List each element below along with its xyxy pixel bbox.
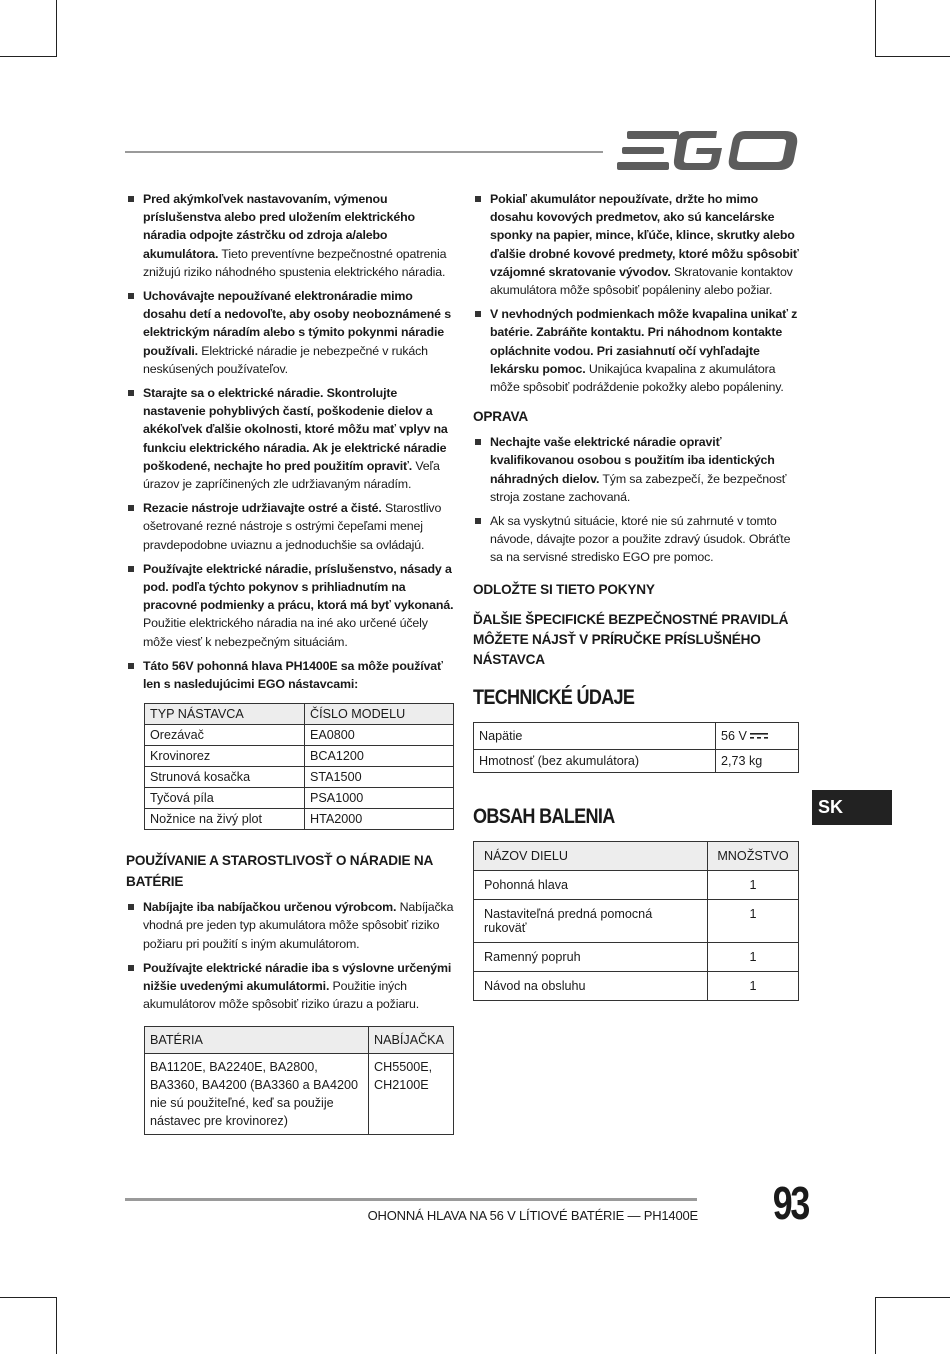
table-row	[145, 725, 454, 746]
safety-bullet: Pokiaľ akumulátor nepoužívate, držte ho mimo dosahu kovových predmetov, ako sú kancelárske sponky na papier, mince, kľúče, klince, skrutky alebo ďalšie drobné kovové predmety, ktoré môžu spôsobiť vzájomné skratovanie vývodov. Skratovanie kontaktov akumulátora môže spôsobiť popáleniny alebo požiar.	[473, 190, 801, 299]
table-cell: CH5500E, CH2100E	[369, 1053, 454, 1134]
safety-bullet: Rezacie nástroje udržiavajte ostré a čisté. Starostlivo ošetrované rezné nástroje s ostrými čepeľami menej pravdepodobne uviaznu a jednoduchšie sa ovládajú.	[126, 499, 454, 554]
safety-bullet: Používajte elektrické náradie iba s výslovne určenými nižšie uvedenými akumulátormi. Použitie iných akumulátorov môže spôsobiť riziko úrazu a požiaru.	[126, 959, 454, 1014]
safety-bullet: Pred akýmkoľvek nastavovaním, výmenou príslušenstva alebo pred uložením elektrického náradia odpojte zástrčku od zdroja a/alebo akumulátora. Tieto preventívne bezpečnostné opatrenia znižujú riziko náhodného spustenia elektrického náradia.	[126, 190, 454, 281]
crop-mark	[56, 0, 57, 57]
table-cell: 1	[708, 942, 799, 971]
table-header-cell: NABÍJAČKA	[369, 1026, 454, 1053]
header-rule	[125, 151, 603, 153]
tech-title: TECHNICKÉ ÚDAJE	[473, 685, 635, 709]
table-cell: 2,73 kg	[716, 749, 799, 772]
battery-table	[144, 1026, 454, 1135]
bullet-square-icon	[475, 311, 481, 317]
table-header-row	[145, 704, 454, 725]
bullet-square-icon	[128, 663, 134, 669]
bullet-square-icon	[128, 293, 134, 299]
keep-instructions: ODLOŽTE SI TIETO POKYNY	[473, 581, 655, 597]
table-row	[474, 971, 799, 1000]
table-cell: BCA1200	[305, 746, 454, 767]
table-cell: EA0800	[305, 725, 454, 746]
table-cell: HTA2000	[305, 809, 454, 830]
table-cell: Napätie	[474, 722, 716, 749]
page-number: 93	[772, 1177, 808, 1229]
table-row	[145, 746, 454, 767]
safety-bullet: Uchovávajte nepoužívané elektronáradie mimo dosahu detí a nedovoľte, aby osoby neoboznámené s elektrickým náradím alebo s týmito pokynmi náradie používali. Elektrické náradie je nebezpečné v rukách neskúsených používateľov.	[126, 287, 454, 378]
table-cell: 1	[708, 870, 799, 899]
table-header-cell: MNOŽSTVO	[708, 841, 799, 870]
bullet-square-icon	[128, 196, 134, 202]
bullet-square-icon	[475, 196, 481, 202]
table-header-cell: TYP NÁSTAVCA	[145, 704, 305, 725]
voltage-value: 56 V	[721, 728, 747, 743]
footer-rule	[125, 1198, 697, 1201]
crop-mark	[0, 56, 57, 57]
crop-mark	[0, 1297, 57, 1298]
bullet-square-icon	[128, 505, 134, 511]
ego-logo	[617, 128, 801, 174]
battery-section-title: POUŽÍVANIE A STAROSTLIVOSŤ O NÁRADIE NA BATÉRIE	[126, 853, 433, 890]
dc-symbol-icon	[750, 732, 768, 740]
package-table	[473, 841, 799, 1001]
left-column	[126, 190, 454, 1135]
safety-bullet: Ak sa vyskytnú situácie, ktoré nie sú zahrnuté v tomto návode, dávajte pozor a použite zdravý úsudok. Obráťte sa na servisné stredisko EGO pre pomoc.	[473, 512, 801, 567]
crop-mark	[875, 1297, 950, 1298]
right-column	[473, 190, 801, 1001]
table-cell: Návod na obsluhu	[474, 971, 708, 1000]
table-cell: Pohonná hlava	[474, 870, 708, 899]
safety-bullet: Starajte sa o elektrické náradie. Skontrolujte nastavenie pohyblivých častí, poškodenie dielov a akékoľvek ďalšie okolnosti, ktoré môžu mať vplyv na funkciu elektrického náradia. Ak je elektrické náradie poškodené, nechajte ho pred použitím opraviť. Veľa úrazov je zapríčinených zle udržiavaným náradím.	[126, 384, 454, 493]
bullet-square-icon	[128, 965, 134, 971]
crop-mark	[56, 1297, 57, 1354]
tech-table	[473, 722, 799, 773]
safety-bullet: V nevhodných podmienkach môže kvapalina unikať z batérie. Zabráňte kontaktu. Pri náhodnom kontakte opláchnite vodou. Pri zasiahnutí očí vyhľadajte lekársku pomoc. Unikajúca kvapalina z akumulátora môže spôsobiť podráždenie pokožky alebo popáleniny.	[473, 305, 801, 396]
table-row	[145, 809, 454, 830]
table-cell: Nastaviteľná predná pomocná rukoväť	[474, 899, 708, 942]
table-cell: Ramenný popruh	[474, 942, 708, 971]
table-cell: Hmotnosť (bez akumulátora)	[474, 749, 716, 772]
attachments-table	[144, 703, 454, 830]
footer-text: OHONNÁ HLAVA NA 56 V LÍTIOVÉ BATÉRIE — PH1400E	[367, 1208, 698, 1223]
table-header-cell: BATÉRIA	[145, 1026, 369, 1053]
language-tab: SK	[812, 790, 892, 825]
table-cell: Nožnice na živý plot	[145, 809, 305, 830]
table-cell	[716, 722, 799, 749]
bullet-square-icon	[128, 904, 134, 910]
crop-mark	[875, 0, 876, 57]
bullet-square-icon	[128, 566, 134, 572]
package-title: OBSAH BALENIA	[473, 804, 615, 828]
crop-mark	[875, 1297, 876, 1354]
table-row	[145, 1053, 454, 1134]
table-cell: PSA1000	[305, 788, 454, 809]
table-cell: BA1120E, BA2240E, BA2800, BA3360, BA4200 (BA3360 a BA4200 nie sú použiteľné, keď sa použije nástavec pre krovinorez)	[145, 1053, 369, 1134]
safety-bullet: Nabíjajte iba nabíjačkou určenou výrobcom. Nabíjačka vhodná pre jeden typ akumulátora môže spôsobiť riziko požiaru pri použití s iným akumulátorom.	[126, 898, 454, 953]
table-header-cell: ČÍSLO MODELU	[305, 704, 454, 725]
table-cell: 1	[708, 899, 799, 942]
crop-mark	[875, 56, 950, 57]
safety-bullet: Nechajte vaše elektrické náradie opraviť kvalifikovanou osobou s použitím iba identických náhradných dielov. Tým sa zabezpečí, že bezpečnosť stroja zostane zachovaná.	[473, 433, 801, 506]
table-cell: Tyčová píla	[145, 788, 305, 809]
table-row	[145, 788, 454, 809]
bullet-square-icon	[128, 390, 134, 396]
table-row	[474, 899, 799, 942]
table-cell: Strunová kosačka	[145, 767, 305, 788]
table-row	[145, 767, 454, 788]
table-header-cell: NÁZOV DIELU	[474, 841, 708, 870]
table-header-row	[474, 841, 799, 870]
table-cell: Krovinorez	[145, 746, 305, 767]
bullet-square-icon	[475, 518, 481, 524]
table-row	[474, 722, 799, 749]
table-row	[474, 749, 799, 772]
repair-title: OPRAVA	[473, 409, 528, 425]
safety-bullet: Používajte elektrické náradie, príslušenstvo, násady a pod. podľa týchto pokynov s prihliadnutím na pracovné podmienky a prácu, ktorá má byť vykonaná. Použitie elektrického náradia na iné ako určené účely môže viesť k nebezpečným situáciám.	[126, 560, 454, 651]
further-rules: ĎALŠIE ŠPECIFICKÉ BEZPEČNOSTNÉ PRAVIDLÁ MÔŽETE NÁJSŤ V PRÍRUČKE PRÍSLUŠNÉHO NÁSTAVCA	[473, 611, 789, 667]
table-row	[474, 870, 799, 899]
table-row	[474, 942, 799, 971]
table-cell: Orezávač	[145, 725, 305, 746]
bullet-square-icon	[475, 439, 481, 445]
safety-bullet: Táto 56V pohonná hlava PH1400E sa môže používať len s nasledujúcimi EGO nástavcami:	[126, 657, 454, 693]
table-header-row	[145, 1026, 454, 1053]
table-cell: 1	[708, 971, 799, 1000]
table-cell: STA1500	[305, 767, 454, 788]
